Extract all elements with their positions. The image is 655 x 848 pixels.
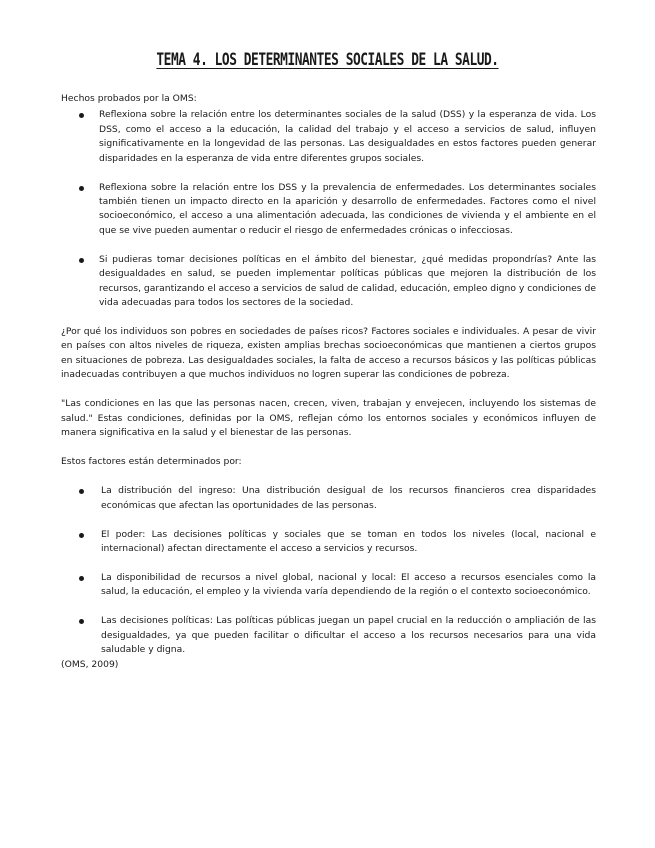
list-item-text: Reflexiona sobre la relación entre los determinantes sociales de la salud (DSS) y la esperanza de vida. Los DSS, como el acceso a la educación, la calidad del trabajo y el acceso a servicios de salud, influyen significativamente en la longevidad de las personas. Las desigualdades en estos factores pueden generar disparidades en la esperanza de vida entre diferentes grupos sociales. [99,109,596,164]
citation: (OMS, 2009) [61,658,119,670]
document-body [61,92,596,672]
bullet-icon [79,576,84,581]
list-item [61,181,596,239]
bullet-icon [79,619,84,624]
list-item-text: La disponibilidad de recursos a nivel global, nacional y local: El acceso a recursos esenciales como la salud, la educación, el empleo y la vivienda varía dependiendo de la región o el contexto socioeconómico. [101,571,596,598]
bullet-icon [79,186,84,191]
list-item-text: La distribución del ingreso: Una distribución desigual de los recursos financieros crea disparidades económicas que afectan las oportunidades de las personas. [101,485,596,511]
list-item-text: Las decisiones políticas: Las políticas públicas juegan un papel crucial en la reducción o ampliación de las desigualdades, ya que pueden facilitar o dificultar el acceso a los recursos necesarios para una vida saludable y digna. [101,615,596,656]
list-item [61,571,596,600]
bullet-icon [79,533,84,538]
bullet-icon [79,113,84,118]
list-item [61,108,596,166]
document-title: TEMA 4. LOS DETERMINANTES SOCIALES DE LA SALUD. [156,50,499,69]
list-item [61,253,596,311]
list-item [61,528,596,557]
paragraph-factors-intro: Estos factores están determinados por: [61,456,242,468]
list-item [61,484,596,513]
paragraph-poverty: ¿Por qué los individuos son pobres en sociedades de países ricos? Factores sociales e individuales. A pesar de vivir en países con altos niveles de riqueza, existen amplias brechas socioeconómicas que mantienen a ciertos grupos en situaciones de pobreza. Las desigualdades sociales, la falta de acceso a recursos básicos y las políticas públicas inadecuadas contribuyen a que muchos individuos no logren superar las condiciones de pobreza. [61,326,596,381]
paragraph-definition: "Las condiciones en las que las personas nacen, crecen, viven, trabajan y envejecen, incluyendo los sistemas de salud." Estas condiciones, definidas por la OMS, reflejan cómo los entornos sociales y económicos influyen de manera significativa en la salud y el bienestar de las personas. [61,398,596,439]
list-item-text: Reflexiona sobre la relación entre los DSS y la prevalencia de enfermedades. Los determinantes sociales también tienen un impacto directo en la aparición y desarrollo de enfermedades. Factores como el nivel socioeconómico, el acceso a una alimentación adecuada, las condiciones de vivienda y el ambiente en el que se vive pueden aumentar o reducir el riesgo de enfermedades crónicas o infecciosas. [99,181,596,236]
who-facts-list [61,108,596,310]
bullet-icon [79,258,84,263]
bullet-icon [79,489,84,494]
list-item-text: El poder: Las decisiones políticas y sociales que se toman en todos los niveles (local, nacional e internacional) afectan directamente el acceso a servicios y recursos. [101,528,596,554]
factors-list [61,484,596,657]
list-item-text: Si pudieras tomar decisiones políticas en el ámbito del bienestar, ¿qué medidas propondrías? Ante las desigualdades en salud, se pueden implementar políticas públicas que mejoren la distribución de los recursos, garantizando el acceso a servicios de salud de calidad, educación, empleo digno y condiciones de vida adecuadas para todos los sectores de la sociedad. [99,253,596,309]
list-item [61,614,596,657]
intro-line: Hechos probados por la OMS: [61,93,197,104]
